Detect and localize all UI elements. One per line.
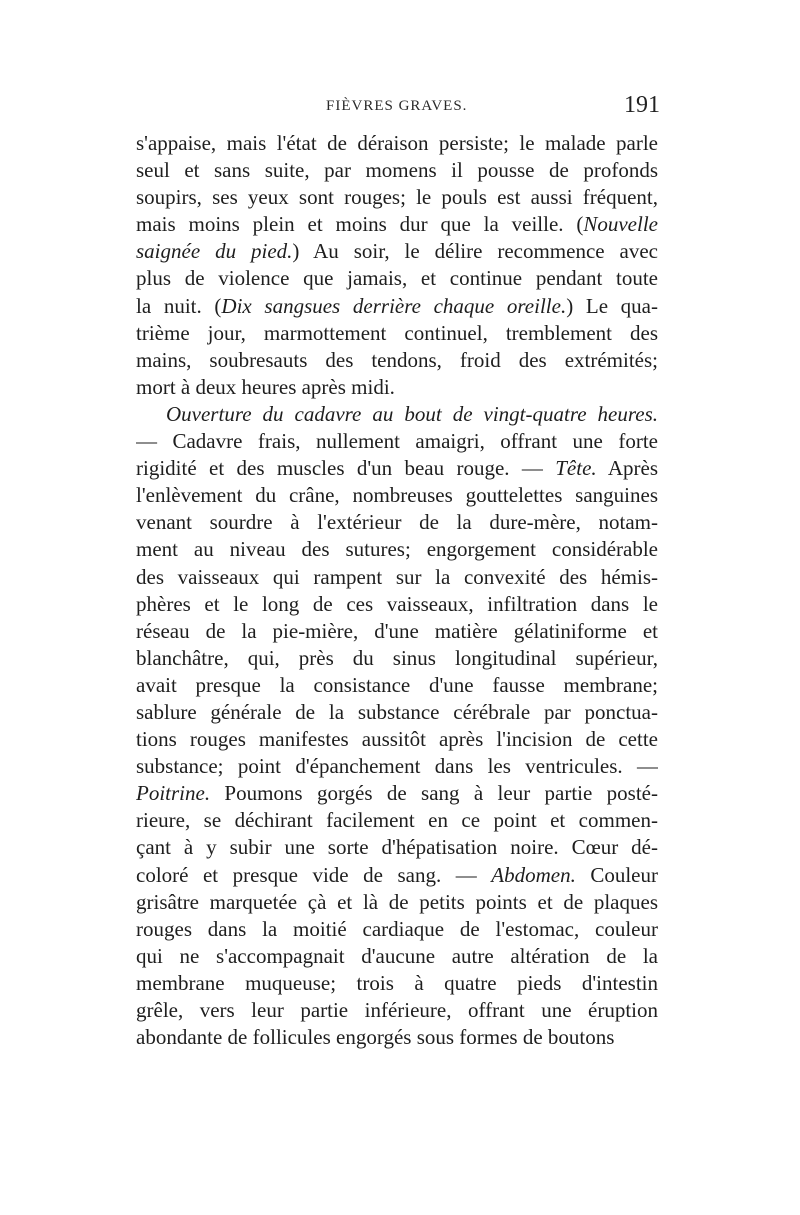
text-line (136, 591, 658, 618)
text-line (136, 347, 658, 374)
text-run: grêle, vers leur partie inférieure, offrant une éruption (136, 998, 658, 1022)
text-run: ) Le qua- (566, 293, 658, 318)
text-line (136, 184, 658, 211)
text-line (136, 482, 658, 509)
text-line (136, 293, 658, 320)
text-run: avait presque la consistance d'une fausse membrane; (136, 672, 658, 697)
text-run: ) Au soir, le délire recommence avec (292, 239, 658, 264)
text-run: abondante de follicules engorgés sous formes de boutons (136, 1025, 615, 1050)
text-run: mort à deux heures après midi. (136, 374, 395, 399)
text-run: plus de violence que jamais, et continue pendant toute (136, 266, 658, 291)
text-line (136, 428, 658, 455)
text-run: venant sourdre à l'extérieur de la dure-mère, notam- (136, 510, 658, 535)
page-number: 191 (624, 92, 660, 118)
text-line (136, 130, 658, 157)
text-run: grisâtre marquetée çà et là de petits points et de plaques (136, 889, 658, 914)
text-run: rieure, se déchirant facilement en ce point et commen- (136, 808, 658, 833)
text-run: sablure générale de la substance cérébrale par ponctua- (136, 699, 658, 724)
italic-text: Tête. (555, 456, 597, 481)
text-run: rigidité et des muscles d'un beau rouge. — (136, 456, 556, 481)
text-run: des vaisseaux qui rampent sur la convexité des hémis- (136, 564, 658, 589)
paragraph (136, 401, 658, 1051)
text-run: Poumons gorgés de sang à leur partie posté- (210, 781, 658, 806)
italic-text: Dix sangsues derrière chaque oreille. (221, 293, 567, 318)
italic-text: Poitrine. (136, 781, 211, 806)
text-run: s'appaise, mais l'état de déraison persiste; le malade parle (136, 131, 658, 155)
text-line (136, 455, 658, 482)
text-line (136, 211, 658, 238)
text-line (136, 699, 658, 726)
italic-text: saignée du pied. (136, 239, 293, 264)
text-line (136, 807, 658, 834)
paragraph (136, 130, 658, 401)
text-run: soupirs, ses yeux sont rouges; le pouls est aussi fréquent, (136, 185, 658, 210)
text-line (136, 889, 658, 916)
text-run: phères et le long de ces vaisseaux, infiltration dans le (136, 591, 658, 616)
text-run: la nuit. ( (136, 293, 222, 318)
text-line (136, 536, 658, 563)
text-run: membrane muqueuse; trois à quatre pieds d'intestin (136, 970, 658, 995)
italic-text: Nouvelle (583, 212, 658, 237)
text-run: mais moins plein et moins dur que la veille. ( (136, 212, 584, 237)
text-run: — Cadavre frais, nullement amaigri, offrant une forte (136, 429, 658, 454)
text-line (136, 1024, 658, 1051)
text-run: qui ne s'accompagnait d'aucune autre altération de la (136, 943, 658, 968)
text-line (136, 564, 658, 591)
text-run: l'enlèvement du crâne, nombreuses gouttelettes sanguines (136, 483, 658, 508)
text-line (136, 780, 658, 807)
text-run: rouges dans la moitié cardiaque de l'estomac, couleur (136, 916, 658, 941)
text-line (136, 862, 658, 889)
text-run: çant à y subir une sorte d'hépatisation noire. Cœur dé- (136, 835, 658, 860)
text-run: mains, soubresauts des tendons, froid des extrémités; (136, 347, 658, 372)
text-line (136, 374, 658, 401)
text-line (136, 834, 658, 861)
running-head (140, 92, 660, 122)
running-title: FIÈVRES GRAVES. (326, 98, 468, 114)
body-text (136, 130, 658, 1051)
text-line (136, 726, 658, 753)
text-line (136, 672, 658, 699)
text-line (136, 618, 658, 645)
text-run: trième jour, marmottement continuel, tremblement des (136, 320, 658, 345)
italic-text: Ouverture du cadavre au bout de vingt-quatre heures. (166, 401, 658, 426)
text-run: seul et sans suite, par momens il pousse de profonds (136, 158, 658, 183)
text-line (136, 320, 658, 347)
text-run: tions rouges manifestes aussitôt après l'incision de cette (136, 727, 658, 752)
text-line (136, 943, 658, 970)
italic-text: Abdomen. (491, 862, 576, 887)
text-line (136, 401, 658, 428)
text-line (136, 265, 658, 292)
text-line (136, 916, 658, 943)
text-line (136, 753, 658, 780)
text-line (136, 509, 658, 536)
text-run: blanchâtre, qui, près du sinus longitudinal supérieur, (136, 645, 658, 670)
text-run: Couleur (575, 862, 658, 887)
text-line (136, 997, 658, 1024)
text-line (136, 970, 658, 997)
text-run: Après (596, 456, 658, 481)
text-line (136, 645, 658, 672)
text-line (136, 157, 658, 184)
text-run: ment au niveau des sutures; engorgement considérable (136, 537, 658, 562)
text-line (136, 238, 658, 265)
text-run: réseau de la pie-mière, d'une matière gélatiniforme et (136, 618, 658, 643)
text-run: substance; point d'épanchement dans les ventricules. — (136, 754, 658, 779)
text-run: coloré et presque vide de sang. — (136, 862, 492, 887)
